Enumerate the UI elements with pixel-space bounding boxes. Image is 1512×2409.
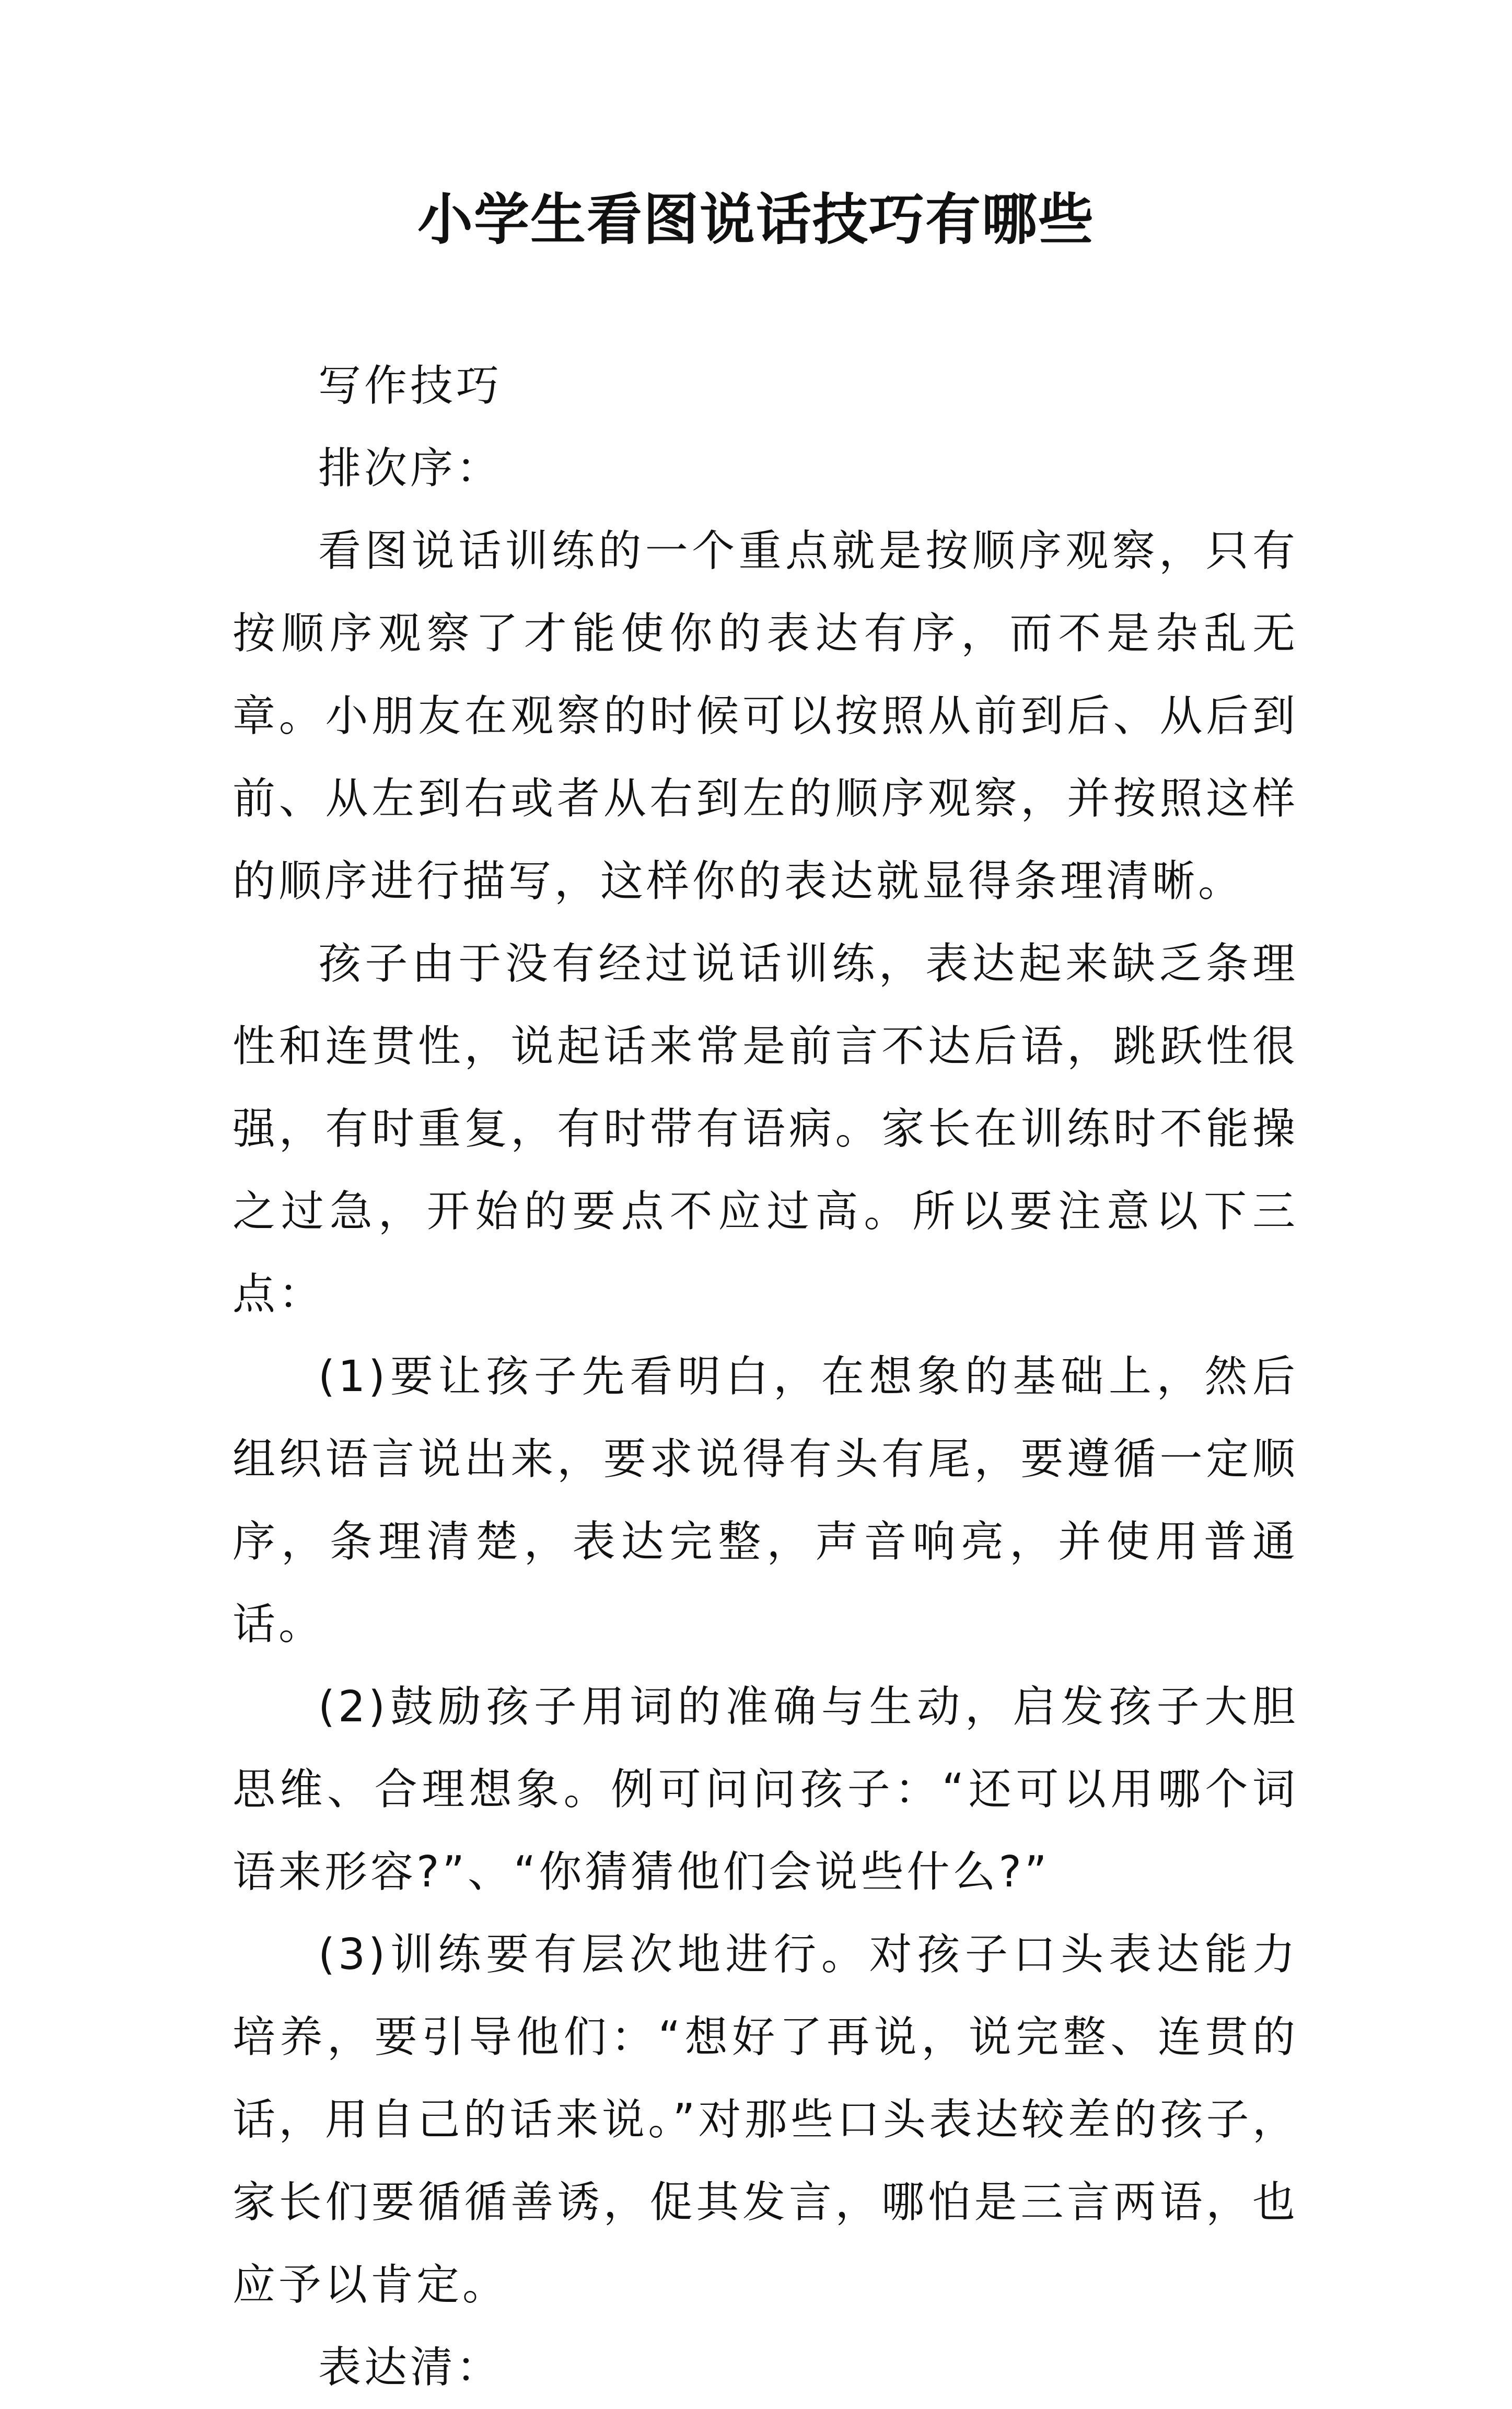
heading-order: 排次序：	[318, 444, 503, 493]
paragraph-child-expression: 孩子由于没有经过说话训练，表达起来缺乏条理性和连贯性，说起话来常是前言不达后语，跳跃性很强，有时重复，有时带有语病。家长在训练时不能操之过急，开始的要点不应过高。所以要注意以下三点：	[232, 939, 1298, 1319]
paragraph-point-1: (1)要让孩子先看明白，在想象的基础上，然后组织语言说出来，要求说得有头有尾，要遵循一定顺序，条理清楚，表达完整，声音响亮，并使用普通话。	[232, 1352, 1298, 1649]
document-body	[232, 345, 1298, 2409]
paragraph-point-2: (2)鼓励孩子用词的准确与生动，启发孩子大胆思维、合理想象。例可问问孩子：“还可以用哪个词语来形容?”、“你猜猜他们会说些什么?”	[232, 1682, 1298, 1897]
heading-writing-tips: 写作技巧	[318, 361, 503, 411]
paragraph-observe-in-order: 看图说话训练的一个重点就是按顺序观察，只有按顺序观察了才能使你的表达有序，而不是杂乱无章。小朋友在观察的时候可以按照从前到后、从后到前、从左到右或者从右到左的顺序观察，并按照这样的顺序进行描写，这样你的表达就显得条理清晰。	[232, 526, 1298, 906]
document-title: 小学生看图说话技巧有哪些	[417, 187, 1095, 252]
heading-expression-clear: 表达清：	[318, 2343, 503, 2392]
paragraph-point-3: (3)训练要有层次地进行。对孩子口头表达能力培养，要引导他们：“想好了再说，说完整、连贯的话，用自己的话来说。”对那些口头表达较差的孩子，家长们要循循善诱，促其发言，哪怕是三言两语，也应予以肯定。	[232, 1930, 1298, 2310]
